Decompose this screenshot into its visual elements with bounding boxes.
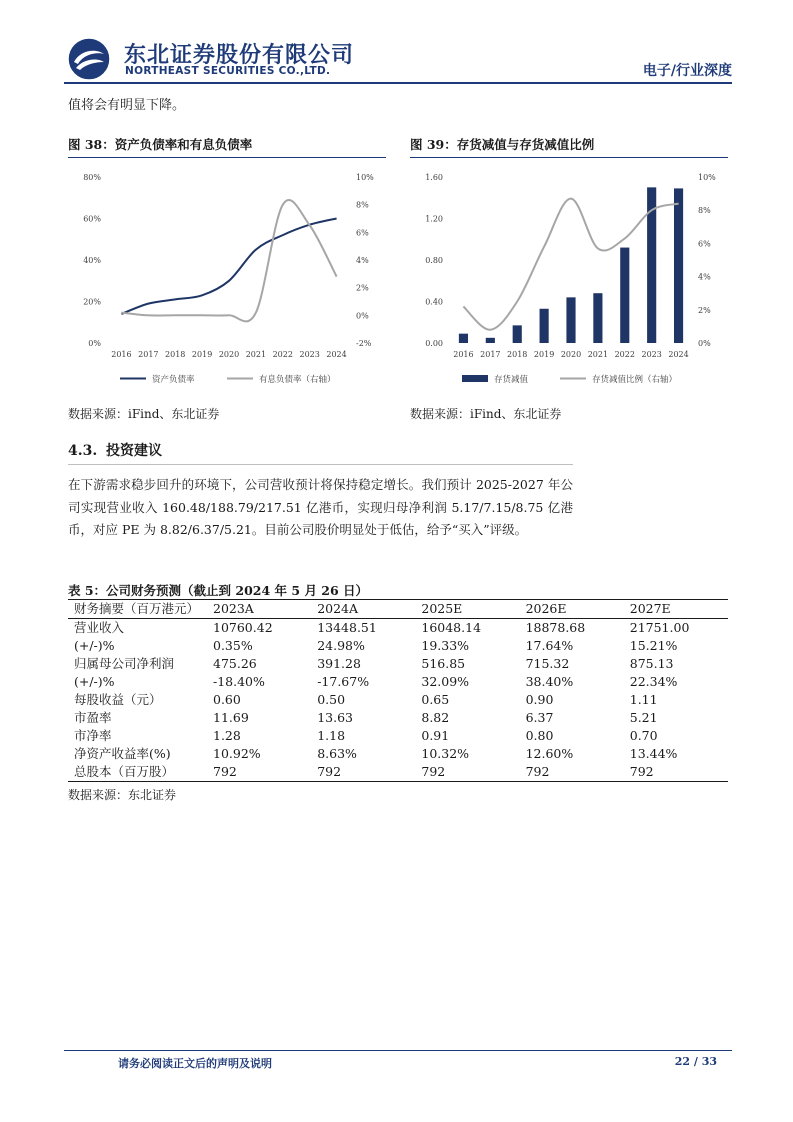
- figure-38-title: 图 38：资产负债率和有息负债率: [68, 135, 386, 158]
- table-cell: 391.28: [317, 656, 361, 671]
- table-cell: 1.18: [317, 728, 346, 743]
- table-cell: 0.80: [525, 728, 554, 743]
- table-cell: 8.82: [421, 710, 450, 725]
- table-cell: -18.40%: [213, 674, 265, 689]
- bar: [593, 293, 602, 343]
- section-number: 4.3.: [68, 443, 98, 459]
- table-cell: 16048.14: [421, 620, 482, 635]
- y-left-tick-label: 0%: [88, 339, 101, 348]
- y-left-tick-label: 1.20: [425, 214, 443, 224]
- table-header-cell: 2024A: [311, 600, 415, 619]
- x-tick-label: 2024: [326, 350, 347, 359]
- investment-paragraph: 在下游需求稳步回升的环境下，公司营收预计将保持稳定增长。我们预计 2025-2027 年公司实现营业收入 160.48/188.79/217.51 亿港币，实现归母净利润 5.17/7.15/8.75 亿港币，对应 PE 为 8.82/6.37/5.21。目前公司股价明显处于低估，给予“买入”评级。: [68, 477, 573, 537]
- row-label: 归属母公司净利润: [74, 656, 175, 671]
- table-row: [68, 655, 728, 673]
- page-number: 22 / 33: [674, 1055, 717, 1068]
- table-header-cell: 2026E: [520, 600, 624, 619]
- table-cell: 17.64%: [525, 638, 574, 653]
- y-right-tick-label: 8%: [698, 206, 711, 216]
- table-cell: 8.63%: [317, 746, 357, 761]
- bar: [513, 325, 522, 343]
- y-left-tick-label: 0.40: [425, 297, 443, 307]
- footer-disclaimer: 请务必阅读正文后的声明及说明: [118, 1057, 272, 1070]
- x-tick-label: 2022: [614, 350, 635, 359]
- table-row: [68, 691, 728, 709]
- table-cell: 38.40%: [525, 674, 574, 689]
- y-left-tick-label: 80%: [83, 173, 101, 182]
- x-tick-label: 2020: [560, 350, 582, 359]
- x-tick-label: 2021: [245, 350, 267, 359]
- legend-label: 资产负债率: [152, 375, 195, 385]
- table-header-cell: 2023A: [207, 600, 311, 619]
- x-tick-label: 2016: [453, 350, 474, 359]
- table-header-cell: 财务摘要（百万港元）: [68, 600, 207, 619]
- table-5-title: 表 5：公司财务预测（截止到 2024 年 5 月 26 日）: [68, 583, 369, 598]
- table-cell: 1.11: [629, 692, 658, 707]
- table-row: [68, 673, 728, 691]
- x-tick-label: 2017: [480, 350, 501, 359]
- table-cell: 875.13: [629, 656, 674, 671]
- financial-forecast-table: [68, 599, 728, 782]
- section-heading: [68, 440, 162, 460]
- table-cell: 0.65: [421, 692, 450, 707]
- table-cell: 22.34%: [629, 674, 678, 689]
- y-right-tick-label: 6%: [698, 239, 711, 249]
- figure-39-chart: [410, 160, 728, 392]
- figure-38-chart: [68, 160, 386, 392]
- table-cell: 18878.68: [525, 620, 586, 635]
- report-category: 电子/行业深度: [642, 63, 732, 79]
- table-cell: -17.67%: [317, 674, 370, 689]
- table-header-cell: 2027E: [624, 600, 728, 619]
- y-left-tick-label: 1.60: [425, 173, 443, 182]
- legend-swatch: [462, 375, 488, 382]
- y-right-tick-label: 4%: [356, 256, 369, 265]
- table-cell: 792: [415, 763, 519, 782]
- table-cell: 792: [207, 763, 311, 782]
- x-tick-label: 2020: [218, 350, 240, 359]
- table-cell: 32.09%: [421, 674, 470, 689]
- y-right-tick-label: 8%: [356, 200, 369, 210]
- bar: [674, 188, 683, 343]
- y-right-tick-label: 0%: [356, 311, 369, 321]
- bar: [540, 309, 549, 343]
- y-right-tick-label: 10%: [356, 173, 374, 182]
- bar: [566, 297, 575, 343]
- table-cell: 10.92%: [213, 746, 261, 761]
- x-tick-label: 2024: [668, 350, 689, 359]
- table-header-cell: 2025E: [415, 600, 519, 619]
- y-left-tick-label: 40%: [83, 256, 101, 265]
- table-cell: 15.21%: [629, 638, 678, 653]
- row-label: 总股本（百万股）: [68, 763, 207, 782]
- x-tick-label: 2018: [165, 350, 186, 359]
- x-tick-label: 2019: [191, 350, 213, 359]
- table-row: [68, 763, 728, 782]
- table-header-row: [68, 600, 728, 619]
- legend-label: 有息负债率（右轴）: [259, 375, 336, 385]
- row-label: 市净率: [74, 728, 112, 743]
- y-right-tick-label: 6%: [356, 228, 369, 238]
- table-cell: 10.32%: [421, 746, 470, 761]
- y-left-tick-label: 0.80: [425, 256, 443, 265]
- header-divider: [64, 82, 732, 84]
- table-cell: 792: [624, 763, 728, 782]
- table-cell: 13448.51: [317, 620, 377, 635]
- table-row: [68, 727, 728, 745]
- table-cell: 715.32: [525, 656, 570, 671]
- table-cell: 6.37: [525, 710, 554, 725]
- bar: [486, 338, 495, 343]
- y-right-tick-label: 0%: [698, 339, 711, 348]
- section-divider: [68, 464, 573, 465]
- table-cell: 0.70: [629, 728, 658, 743]
- row-label: (+/-)%: [74, 674, 115, 689]
- table-cell: 516.85: [421, 656, 466, 671]
- bar: [620, 248, 629, 343]
- row-label: (+/-)%: [74, 638, 115, 653]
- x-tick-label: 2019: [533, 350, 555, 359]
- x-tick-label: 2018: [507, 350, 528, 359]
- table-5-source: 数据来源：东北证券: [68, 788, 177, 802]
- table-cell: 1.28: [213, 728, 241, 743]
- table-cell: 12.60%: [525, 746, 574, 761]
- bar: [459, 334, 468, 343]
- table-cell: 0.90: [525, 692, 554, 707]
- table-cell: 0.91: [421, 728, 450, 743]
- table-cell: 21751.00: [629, 620, 690, 635]
- legend-label: 存货减值: [494, 375, 529, 385]
- figure-38-source: 数据来源：iFind、东北证券: [68, 407, 220, 421]
- company-name-cn: 东北证券股份有限公司: [124, 43, 355, 68]
- table-cell: 0.50: [317, 692, 346, 707]
- legend-label: 存货减值比例（右轴）: [592, 375, 678, 385]
- table-cell: 5.21: [629, 710, 658, 725]
- table-row: [68, 637, 728, 655]
- table-row: [68, 619, 728, 638]
- series-line: [121, 219, 336, 314]
- y-right-tick-label: 10%: [698, 173, 716, 182]
- table-cell: 475.26: [213, 656, 257, 671]
- footer-divider: [64, 1050, 732, 1051]
- x-tick-label: 2022: [272, 350, 293, 359]
- figure-39-title: 图 39：存货减值与存货减值比例: [410, 135, 728, 158]
- table-row: [68, 709, 728, 727]
- row-label: 市盈率: [74, 710, 112, 725]
- row-label: 每股收益（元）: [74, 692, 162, 707]
- table-cell: 10760.42: [213, 620, 273, 635]
- page-header: [64, 34, 732, 84]
- x-tick-label: 2021: [587, 350, 609, 359]
- table-cell: 13.63: [317, 710, 353, 725]
- table-cell: 13.44%: [629, 746, 678, 761]
- x-tick-label: 2023: [299, 350, 320, 359]
- x-tick-label: 2016: [111, 350, 132, 359]
- table-cell: 0.60: [213, 692, 241, 707]
- y-right-tick-label: 2%: [356, 283, 369, 293]
- company-name-en: NORTHEAST SECURITIES CO.,LTD.: [125, 65, 331, 77]
- table-cell: 11.69: [213, 710, 249, 725]
- y-right-tick-label: -2%: [356, 339, 372, 348]
- table-cell: 24.98%: [317, 638, 365, 653]
- x-tick-label: 2023: [641, 350, 662, 359]
- table-row: [68, 745, 728, 763]
- y-left-tick-label: 60%: [83, 214, 101, 224]
- y-right-tick-label: 4%: [698, 272, 711, 282]
- y-left-tick-label: 0.00: [425, 339, 443, 348]
- section-title: 投资建议: [106, 443, 162, 459]
- row-label: 净资产收益率(%): [74, 746, 171, 761]
- table-cell: 792: [311, 763, 415, 782]
- figure-39-source: 数据来源：iFind、东北证券: [410, 407, 562, 421]
- table-cell: 19.33%: [421, 638, 470, 653]
- table-cell: 0.35%: [213, 638, 253, 653]
- intro-text: 值将会有明显下降。: [68, 98, 186, 113]
- table-cell: 792: [520, 763, 624, 782]
- x-tick-label: 2017: [138, 350, 159, 359]
- company-logo-icon: [66, 36, 112, 82]
- row-label: 营业收入: [74, 620, 125, 635]
- y-right-tick-label: 2%: [698, 305, 711, 315]
- y-left-tick-label: 20%: [83, 297, 101, 307]
